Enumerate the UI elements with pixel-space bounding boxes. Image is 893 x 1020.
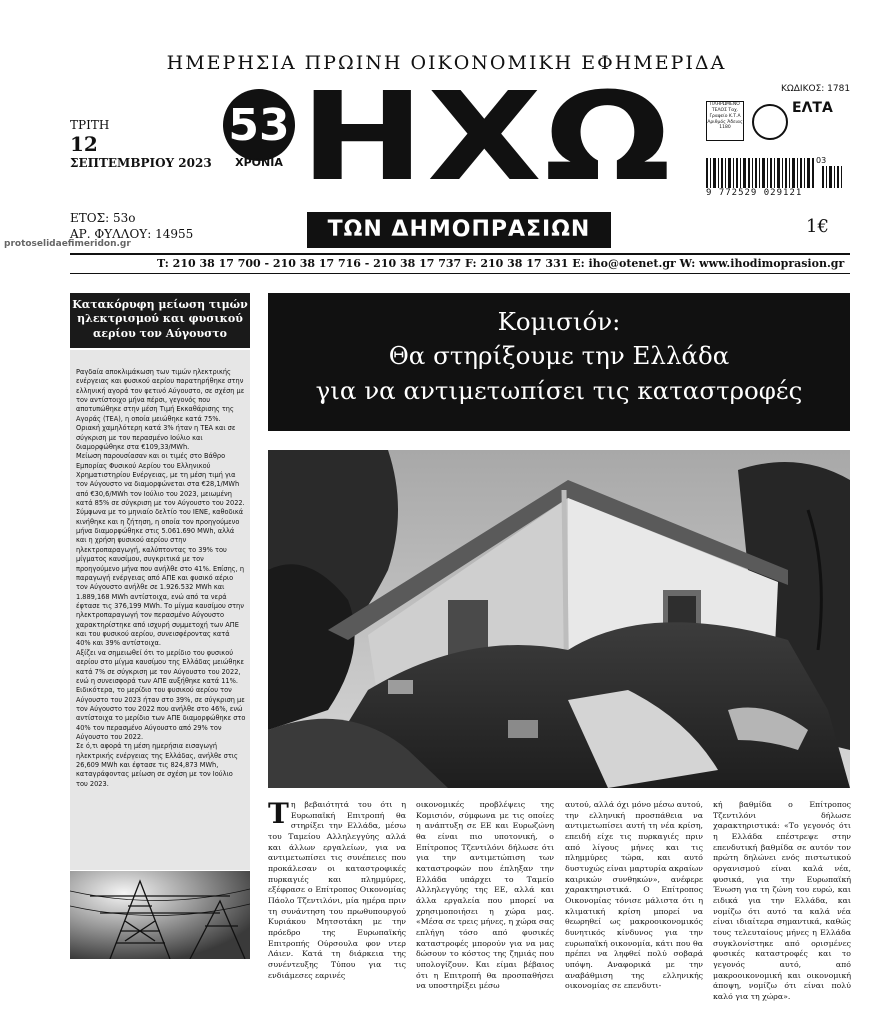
issue-meta <box>70 210 193 242</box>
weekday: ΤΡΙΤΗ <box>70 118 110 132</box>
divider <box>70 273 850 274</box>
issue-label: ΑΡ. ΦΥΛΛΟΥ: 14955 <box>70 227 194 242</box>
article-text: οικονομικές προβλέψεις της Κομισιόν, σύμφωνα με τις οποίες η ανάπτυξη σε ΕΕ και Ευρωζώνη θα είναι πιο υποτονική, ο Επίτροπος Τζεντιλόνι δήλωσε ότι για την αντιμετώπιση των καταστροφών που έπληξαν την Ελλάδα υπάρχει το Ταμείο Αλληλεγγύης της ΕΕ, αλλά και άλλα εργαλεία που μπορεί να χρησιμοποιήσει η χώρα μας. «Μέσα σε τρεις μήνες, η χώρα σας επλήγη τόσο από φυσικές καταστροφές μπορούν για να μας δώσουν το κόστος της ζημιάς που υπολογίζουν. Και είμαι βέβαιος ότι η Επιτροπή θα προσπαθήσει να υποστηρίξει μέσω <box>416 800 554 991</box>
anniversary-number: 53 <box>228 100 290 151</box>
power-pylon-photo <box>70 871 250 959</box>
article-text: η βεβαιότητά του ότι η Ευρωπαϊκή Επιτροπή θα στηρίξει την Ελλάδα, μέσω του Ταμείου Αλληλεγγύης αλλά και άλλων εργαλείων, για να αντιμετωπίσει τις συνέπειες που προκάλεσαν οι καταστροφικές πυρκαγιές και πλημμύρες, εξέφρασε ο Επίτροπος Οικονομίας Πάολο Τζεντιλόνι, μία ημέρα πριν τη συνάντηση του πρωθυπουργού Κυριάκου Μητσοτάκη με την πρόεδρο της Ευρωπαϊκής Επιτροπής Ούρσουλα φον ντερ Λάιεν. Κατά τη διάρκεια της συνέντευξης Τύπου για τις ενδιάμεσες εαρινές <box>268 800 406 980</box>
article-column-4 <box>713 800 851 1003</box>
barcode-number: 9 772529 029121 <box>706 188 803 198</box>
masthead-title: ΗΧΩ <box>300 66 674 208</box>
flood-damaged-house-photo <box>268 450 850 788</box>
main-headline <box>268 293 850 431</box>
article-column-3 <box>565 800 703 992</box>
contact-line: T: 210 38 17 700 - 210 38 17 716 - 210 38 17 737 F: 210 38 17 331 E: iho@otenet.gr W: www.ihodimoprasion.gr <box>157 257 845 270</box>
date-number: 12 <box>70 132 98 157</box>
watermark: protoselidaefimeridon.gr <box>4 239 131 249</box>
article-column-2 <box>416 800 554 992</box>
date-block <box>70 118 212 171</box>
year-label: ΕΤΟΣ: 53ο <box>70 211 136 225</box>
price: 1€ <box>806 216 829 237</box>
elta-logo: ΕΛΤΑ <box>792 100 833 116</box>
divider <box>70 253 850 255</box>
tagline: ΗΜΕΡΗΣΙΑ ΠΡΩΙΝΗ ΟΙΚΟΝΟΜΙΚΗ ΕΦΗΜΕΡΙΔΑ <box>166 52 727 74</box>
barcode-addon: 03 <box>816 156 827 165</box>
seal-icon <box>752 104 788 140</box>
dropcap: Τ <box>268 797 289 830</box>
article-column-1 <box>268 797 406 981</box>
anniversary-badge <box>218 88 300 170</box>
article-text: κή βαθμίδα ο Επίτροπος Τζεντιλόνι δήλωσε χαρακτηριστικά: «Το γεγονός ότι η Ελλάδα επέστρεψε στην επενδυτική βαθμίδα σε αυτόν τον πρώτη δηλώνει ενός πιστωτικού οργανισμού είναι καλά νέα, φυσικά, για την Ευρωπαϊκή Ένωση για τη ζώνη του ευρώ, και ειδικά για την Ελλάδα, και νομίζω ότι αυτό τα καλά νέα είναι ιδιαίτερα σημαντικά, καθώς τους τελευταίους μήνες η Ελλάδα συγκλονίστηκε από ορισμένες φυσικές καταστροφές και το γεγονός αυτό, από μακροοικονομική και οικονομική άποψη, νομίζω ότι είναι πολύ καλό για τη χώρα». <box>713 800 851 1002</box>
sidebar-headline: Κατακόρυφη μείωση τιμών ηλεκτρισμού και φυσικού αερίου τον Αύγουστο <box>70 293 250 348</box>
article-text: αυτού, αλλά όχι μόνο μέσω αυτού, την ελληνική προσπάθεια να αντιμετωπίσει αυτή τη νέα κρίση, επειδή είχε τις πυρκαγιές πριν από λίγους μήνες και τις πλημμύρες τώρα, και αυτό δυστυχώς είναι μαρτυρία ακραίων καιρικών συνθηκών», ανέφερε χαρακτηριστικά. Ο Επίτροπος Οικονομίας τόνισε μάλιστα ότι η κλιματική κρίση μπορεί να θεωρηθεί ως μακροοικονομικός δυνητικός κίνδυνος για την ευρωπαϊκή οικονομία, κάτι που θα πρέπει να ληφθεί πολύ σοβαρά υπόψη. Αναφορικά με την αναβάθμιση της ελληνικής οικονομίας σε επενδυτι- <box>565 800 703 991</box>
postal-stamp: ΠΛΗΡΩΜΕΝΟ ΤΕΛΟΣ Ταχ. Γραφείο Κ.Τ.Α Αριθμός Άδειας 1180 <box>706 101 744 141</box>
barcode-icon <box>706 158 814 188</box>
headline-line-1: Κομισιόν: <box>497 307 621 336</box>
masthead-subtitle: ΤΩΝ ΔΗΜΟΠΡΑΣΙΩΝ <box>307 212 611 248</box>
headline-line-3: για να αντιμετωπίσει τις καταστροφές <box>315 375 803 405</box>
anniversary-label: ΧΡΟΝΙΑ <box>235 156 283 169</box>
barcode-addon-icon <box>822 166 842 188</box>
month-year: ΣΕΠΤΕΜΒΡΙΟΥ 2023 <box>70 156 212 171</box>
product-code: ΚΩΔΙΚΟΣ: 1781 <box>781 84 851 94</box>
headline-line-2: Θα στηρίξουμε την Ελλάδα <box>388 341 730 371</box>
sidebar-body-text: Ραγδαία αποκλιμάκωση των τιμών ηλεκτρικής ενέργειας και φυσικού αερίου παρατηρήθηκε στην ελληνική αγορά τον φετινό Αύγουστο, σε σχέση με τον αντίστοιχο μήνα πέρσι, γεγονός που αποτυπώθηκε στην μέση Τιμή Εκκαθάρισης της Αγοράς (ΤΕΑ), η οποία μειώθηκε κατά 75%. Οριακή χαμηλότερη κατά 3% ήταν η ΤΕΑ και σε σύγκριση με τον περασμένο Ιούλιο και διαμορφώθηκε στα €109,33/MWh. Μείωση παρουσίασαν και οι τιμές στο Βάθρο Εμπορίας Φυσικού Αερίου του Ελληνικού Χρηματιστηρίου Ενέργειας, με τη μέση τιμή για τον Αύγουστο να διαμορφώνεται στα €28,1/MWh από €30,6/MWh τον Ιούλιο του 2023, μειωμένη κατά 85% σε σύγκριση με τον Αύγουστο του 2022. Σύμφωνα με το μηνιαίο δελτίο του ΙΕΝΕ, καθοδικά κινήθηκε και η ζήτηση, η οποία τον προηγούμενο μήνα διαμορφώθηκε στις 5.061.690 MWh, αλλά και η χρήση φυσικού αερίου στην ηλεκτροπαραγωγή, καλύπτοντας το 39% του μίγματος καυσίμου, συγκριτικά με τον προηγούμενο μήνα που ανήλθε στο 41%. Επίσης, η παραγωγή ενέργειας από ΑΠΕ και φυσικό αέριο τον Αύγουστο ανήλθε σε 1.926.532 MWh και 1.889,168 MWh αντίστοιχα, ενώ από τα νερά έφτασε τις 376,199 MWh. Το μίγμα καυσίμου στην ηλεκτροπαραγωγή τον περασμένο Αύγουστο χαρακτηρίστηκε από ισχυρή συμμετοχή των ΑΠΕ και του φυσικού αερίου, συνεισφέροντας κατά 40% και 39% αντίστοιχα. Αξίζει να σημειωθεί ότι το μερίδιο του φυσικού αερίου στο μίγμα καυσίμου της Ελλάδας μειώθηκε κατά 7% σε σύγκριση με τον Αύγουστο του 2022, ενώ η συνεισφορά των ΑΠΕ αυξήθηκε κατά 11%. Ειδικότερα, το μερίδιο του φυσικού αερίου τον Αύγουστο του 2023 ήταν στο 39%, σε σύγκριση με τον Αύγουστο του 2022 που ανήλθε στο 46%, ενώ αντίστοιχα το μερίδιο των ΑΠΕ διαμορφώθηκε στο 40% τον περασμένο Αύγουστο από 29% τον Αύγουστο του 2022. Σε ό,τι αφορά τη μέση ημερήσια εισαγωγή ηλεκτρικής ενέργειας της Ελλάδας, ανήλθε στις 26,609 MWh και έφτασε τις 824,873 MWh, καταγράφοντας μείωση σε σχέση με τον Ιούλιο του 2023. <box>76 368 246 788</box>
